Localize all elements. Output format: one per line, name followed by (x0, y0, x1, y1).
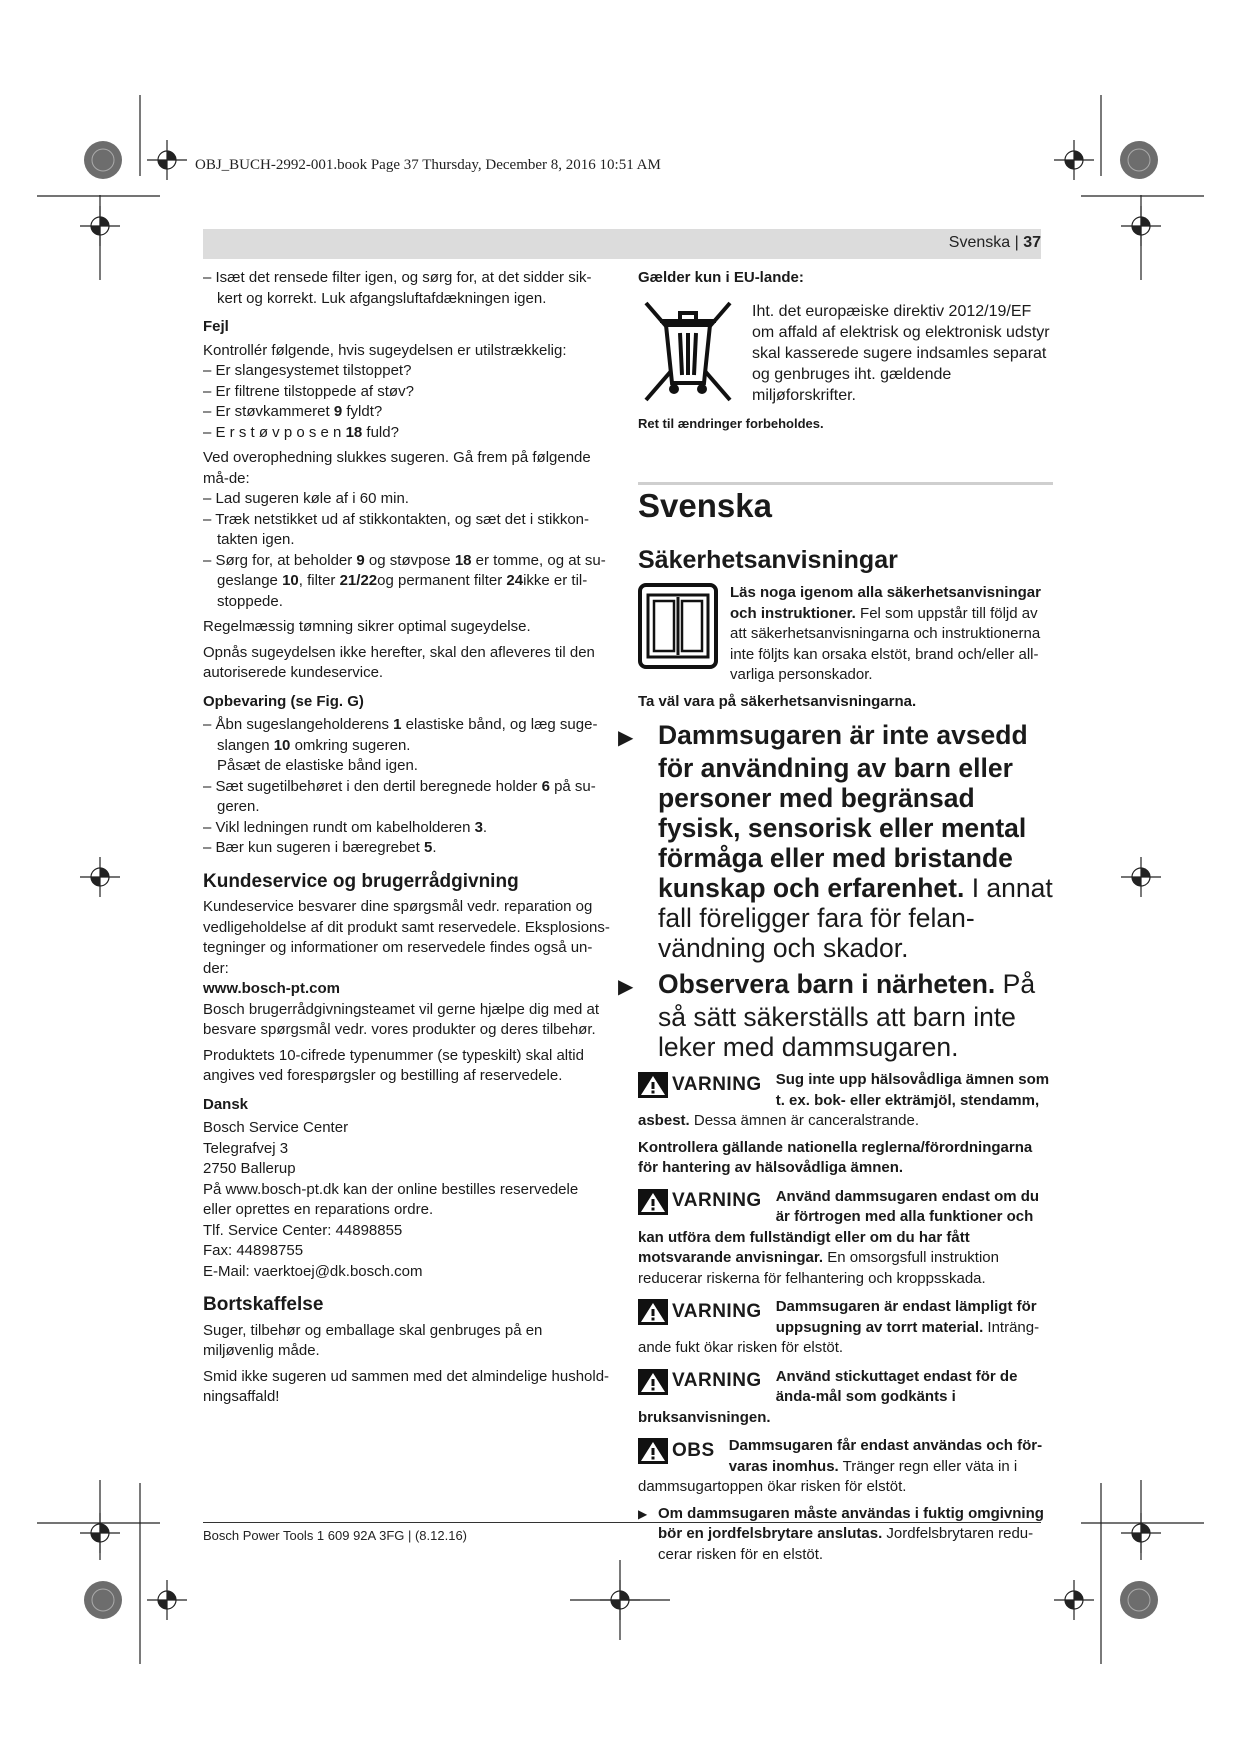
national-rules: Kontrollera gällande nationella reglerna/förordningarna för hantering av hälsovådliga ämnen. (638, 1138, 1033, 1176)
warning-icon (638, 1072, 668, 1098)
paragraph: Kontrollér følgende, hvis sugeydelsen er utilstrækkelig: (203, 341, 567, 359)
header-language: Svenska (948, 234, 1011, 251)
list-item: – Sørg for, at beholder 9 og støvpose 18 er tomme, og at su-geslange 10, filter 21/22og permanent filter 24ikke er til-stoppede. (203, 551, 606, 610)
email[interactable]: E-Mail: vaerktoej@dk.bosch.com (203, 1262, 423, 1280)
triangle-bullet-icon: ▶ (638, 1506, 648, 1521)
section-heading-bortskaffelse: Bortskaffelse (203, 1294, 324, 1315)
header-separator: | (1014, 234, 1019, 251)
address-line: Bosch Service Center (203, 1119, 349, 1136)
keep-instructions: Ta väl vara på säkerhetsanvisningarna. (638, 692, 917, 710)
safety-item-children: ▶ Dammsugaren är inte avsedd för användning av barn eller personer med begränsad fysisk, sensorisk eller mental förmåga eller med bristande kunskap och erfarenhet. I annat fall föreligger fara för felan-vändning och skador. (618, 720, 1053, 963)
section-heading-kundeservice: Kundeservice og brugerrådgivning (203, 870, 519, 892)
fax: Fax: 44898755 (203, 1242, 304, 1259)
list-item: – Åbn sugeslangeholderens 1 elastiske bånd, og læg suge-slangen 10 omkring sugeren. (203, 716, 598, 754)
rights-note: Ret til ændringer forbeholdes. (638, 415, 824, 431)
safety-item-rcd: ▶ Om dammsugaren måste användas i fuktig omgivning bör en jordfelsbrytare anslutas. Jordfelsbrytaren redu-cerar risken för en elstöt. (638, 1504, 1044, 1563)
read-manual-block (638, 583, 1053, 686)
header-band (203, 229, 1041, 259)
obs-badge: OBS (638, 1438, 715, 1464)
warning-badge: VARNING (638, 1072, 762, 1098)
list-item: – E r s t ø v p o s e n 18 fuld? (203, 423, 399, 441)
list-item: – Er slangesystemet tilstoppet? (203, 362, 412, 379)
page-header (949, 234, 1041, 252)
warning-block: VARNING Använd stickuttaget endast för de ända-mål som godkänts i bruksanvisningen. (638, 1367, 1018, 1426)
list-item-continuation: Påsæt de elastiske bånd igen. (217, 757, 418, 774)
list-item: – Isæt det rensede filter igen, og sørg for, at det sidder sik-kert og korrekt. Luk afgangsluftafdækningen igen. (203, 269, 592, 307)
warning-icon (638, 1299, 668, 1325)
warning-badge: VARNING (638, 1299, 762, 1325)
warning-badge: VARNING (638, 1189, 762, 1215)
list-item: – Vikl ledningen rundt om kabelholderen 3. (203, 818, 488, 836)
list-item: – Bær kun sugeren i bæregrebet 5. (203, 839, 437, 856)
book-file-info: OBJ_BUCH-2992-001.book Page 37 Thursday, December 8, 2016 10:51 AM (195, 157, 661, 173)
section-heading-opbevaring: Opbevaring (se Fig. G) (203, 692, 364, 710)
paragraph: Produktets 10-cifrede typenummer (se typeskilt) skal altid angives ved forespørgsler og bestilling af reservedele. (203, 1046, 584, 1084)
list-item: – Er filtrene tilstoppede af støv? (203, 382, 414, 400)
paragraph: Ved overophedning slukkes sugeren. Gå frem på følgende må-de: (203, 449, 591, 487)
footer-rule (203, 1522, 1041, 1523)
paragraph: Kundeservice besvarer dine spørgsmål vedr. reparation og vedligeholdelse af dit produkt samt reservedele. Eksplosions-tegninger og informationer om reservedele findes også un-der: (203, 898, 610, 977)
warning-icon (638, 1438, 668, 1464)
crossed-bin-icon (638, 295, 738, 405)
triangle-bullet-icon: ▶ (618, 727, 634, 749)
triangle-bullet-icon: ▶ (618, 976, 634, 998)
phone: Tlf. Service Center: 44898855 (203, 1221, 403, 1239)
paragraph: Bosch brugerrådgivningsteamet vil gerne hjælpe dig med at besvare spørgsmål vedr. vores produkter og deres tilbehør. (203, 1000, 600, 1038)
list-item: – Træk netstikket ud af stikkontakten, og sæt det i stikkon-takten igen. (203, 510, 590, 548)
paragraph: Smid ikke sugeren ud sammen med det almindelige hushold-ningsaffald! (203, 1367, 610, 1405)
right-column (618, 268, 1053, 1565)
paragraph: Opnås sugeydelsen ikke herefter, skal den afleveres til den autoriserede kundeservice. (203, 643, 595, 681)
read-instructions: Läs noga igenom alla säkerhetsanvisningar och instruktioner. Fel som uppstår till följd av att säkerhetsanvisningarna och instruktionerna inte följts kan orsaka elstöt, brand och/eller all-varliga personskador. (730, 584, 1041, 683)
warning-block: VARNING Dammsugaren är endast lämpligt för uppsugning av torrt material. Inträng-ande fukt ökar risken för elstöt. (638, 1298, 1040, 1356)
page-number: 37 (1023, 234, 1041, 251)
list-item: – Lad sugeren køle af i 60 min. (203, 490, 409, 507)
warning-block: VARNING Använd dammsugaren endast om du är förtrogen med alla funktioner och kan utföra dem fullständigt eller om du har fått motsvarande anvisningar. En omsorgsfull instruktion reducerar riskerna för felhantering och kroppsskada. (638, 1187, 1040, 1287)
page-footer: Bosch Power Tools 1 609 92A 3FG | (8.12.16) (203, 1528, 468, 1543)
notice-block: OBS Dammsugaren får endast användas och för-varas inomhus. Tränger regn eller väta in i dammsugartoppen ökar risken för elstöt. (638, 1437, 1043, 1495)
address-line: På www.bosch-pt.dk kan der online bestilles reservedele eller oprettes en reparations ordre. (203, 1180, 579, 1218)
paragraph: Regelmæssig tømning sikrer optimal sugeydelse. (203, 618, 531, 635)
weee-block (638, 295, 1053, 406)
section-heading-dansk: Dansk (203, 1095, 249, 1113)
left-column (203, 268, 610, 1413)
list-item: – Sæt sugetilbehøret i den dertil beregnede holder 6 på su-geren. (203, 777, 596, 815)
eu-directive-text: Iht. det europæiske direktiv 2012/19/EF om affald af elektrisk og elektronisk udstyr skal kasserede sugere indsamles separat og genbruges iht. gældende miljøforskrifter. (752, 302, 1050, 404)
manual-book-icon (638, 583, 718, 669)
section-heading-fejl: Fejl (203, 318, 229, 335)
warning-icon (638, 1369, 668, 1395)
address-line: 2750 Ballerup (203, 1160, 296, 1177)
section-heading-safety: Säkerhetsanvisningar (638, 546, 898, 574)
safety-item-supervise: ▶ Observera barn i närheten. På så sätt säkerställs att barn inte leker med dammsugaren. (618, 969, 1036, 1062)
website-link[interactable]: www.bosch-pt.com (203, 980, 340, 997)
language-title: Svenska (638, 485, 1053, 527)
section-heading-eu: Gælder kun i EU-lande: (638, 269, 804, 286)
warning-icon (638, 1189, 668, 1215)
address-line: Telegrafvej 3 (203, 1139, 289, 1157)
paragraph: Suger, tilbehør og emballage skal genbruges på en miljøvenlig måde. (203, 1321, 543, 1359)
list-item: – Er støvkammeret 9 fyldt? (203, 403, 383, 420)
warning-badge: VARNING (638, 1369, 762, 1395)
warning-block: VARNING Sug inte upp hälsovådliga ämnen som t. ex. bok- eller ekträmjöl, stendamm, asbest. Dessa ämnen är canceralstrande. (638, 1071, 1050, 1129)
